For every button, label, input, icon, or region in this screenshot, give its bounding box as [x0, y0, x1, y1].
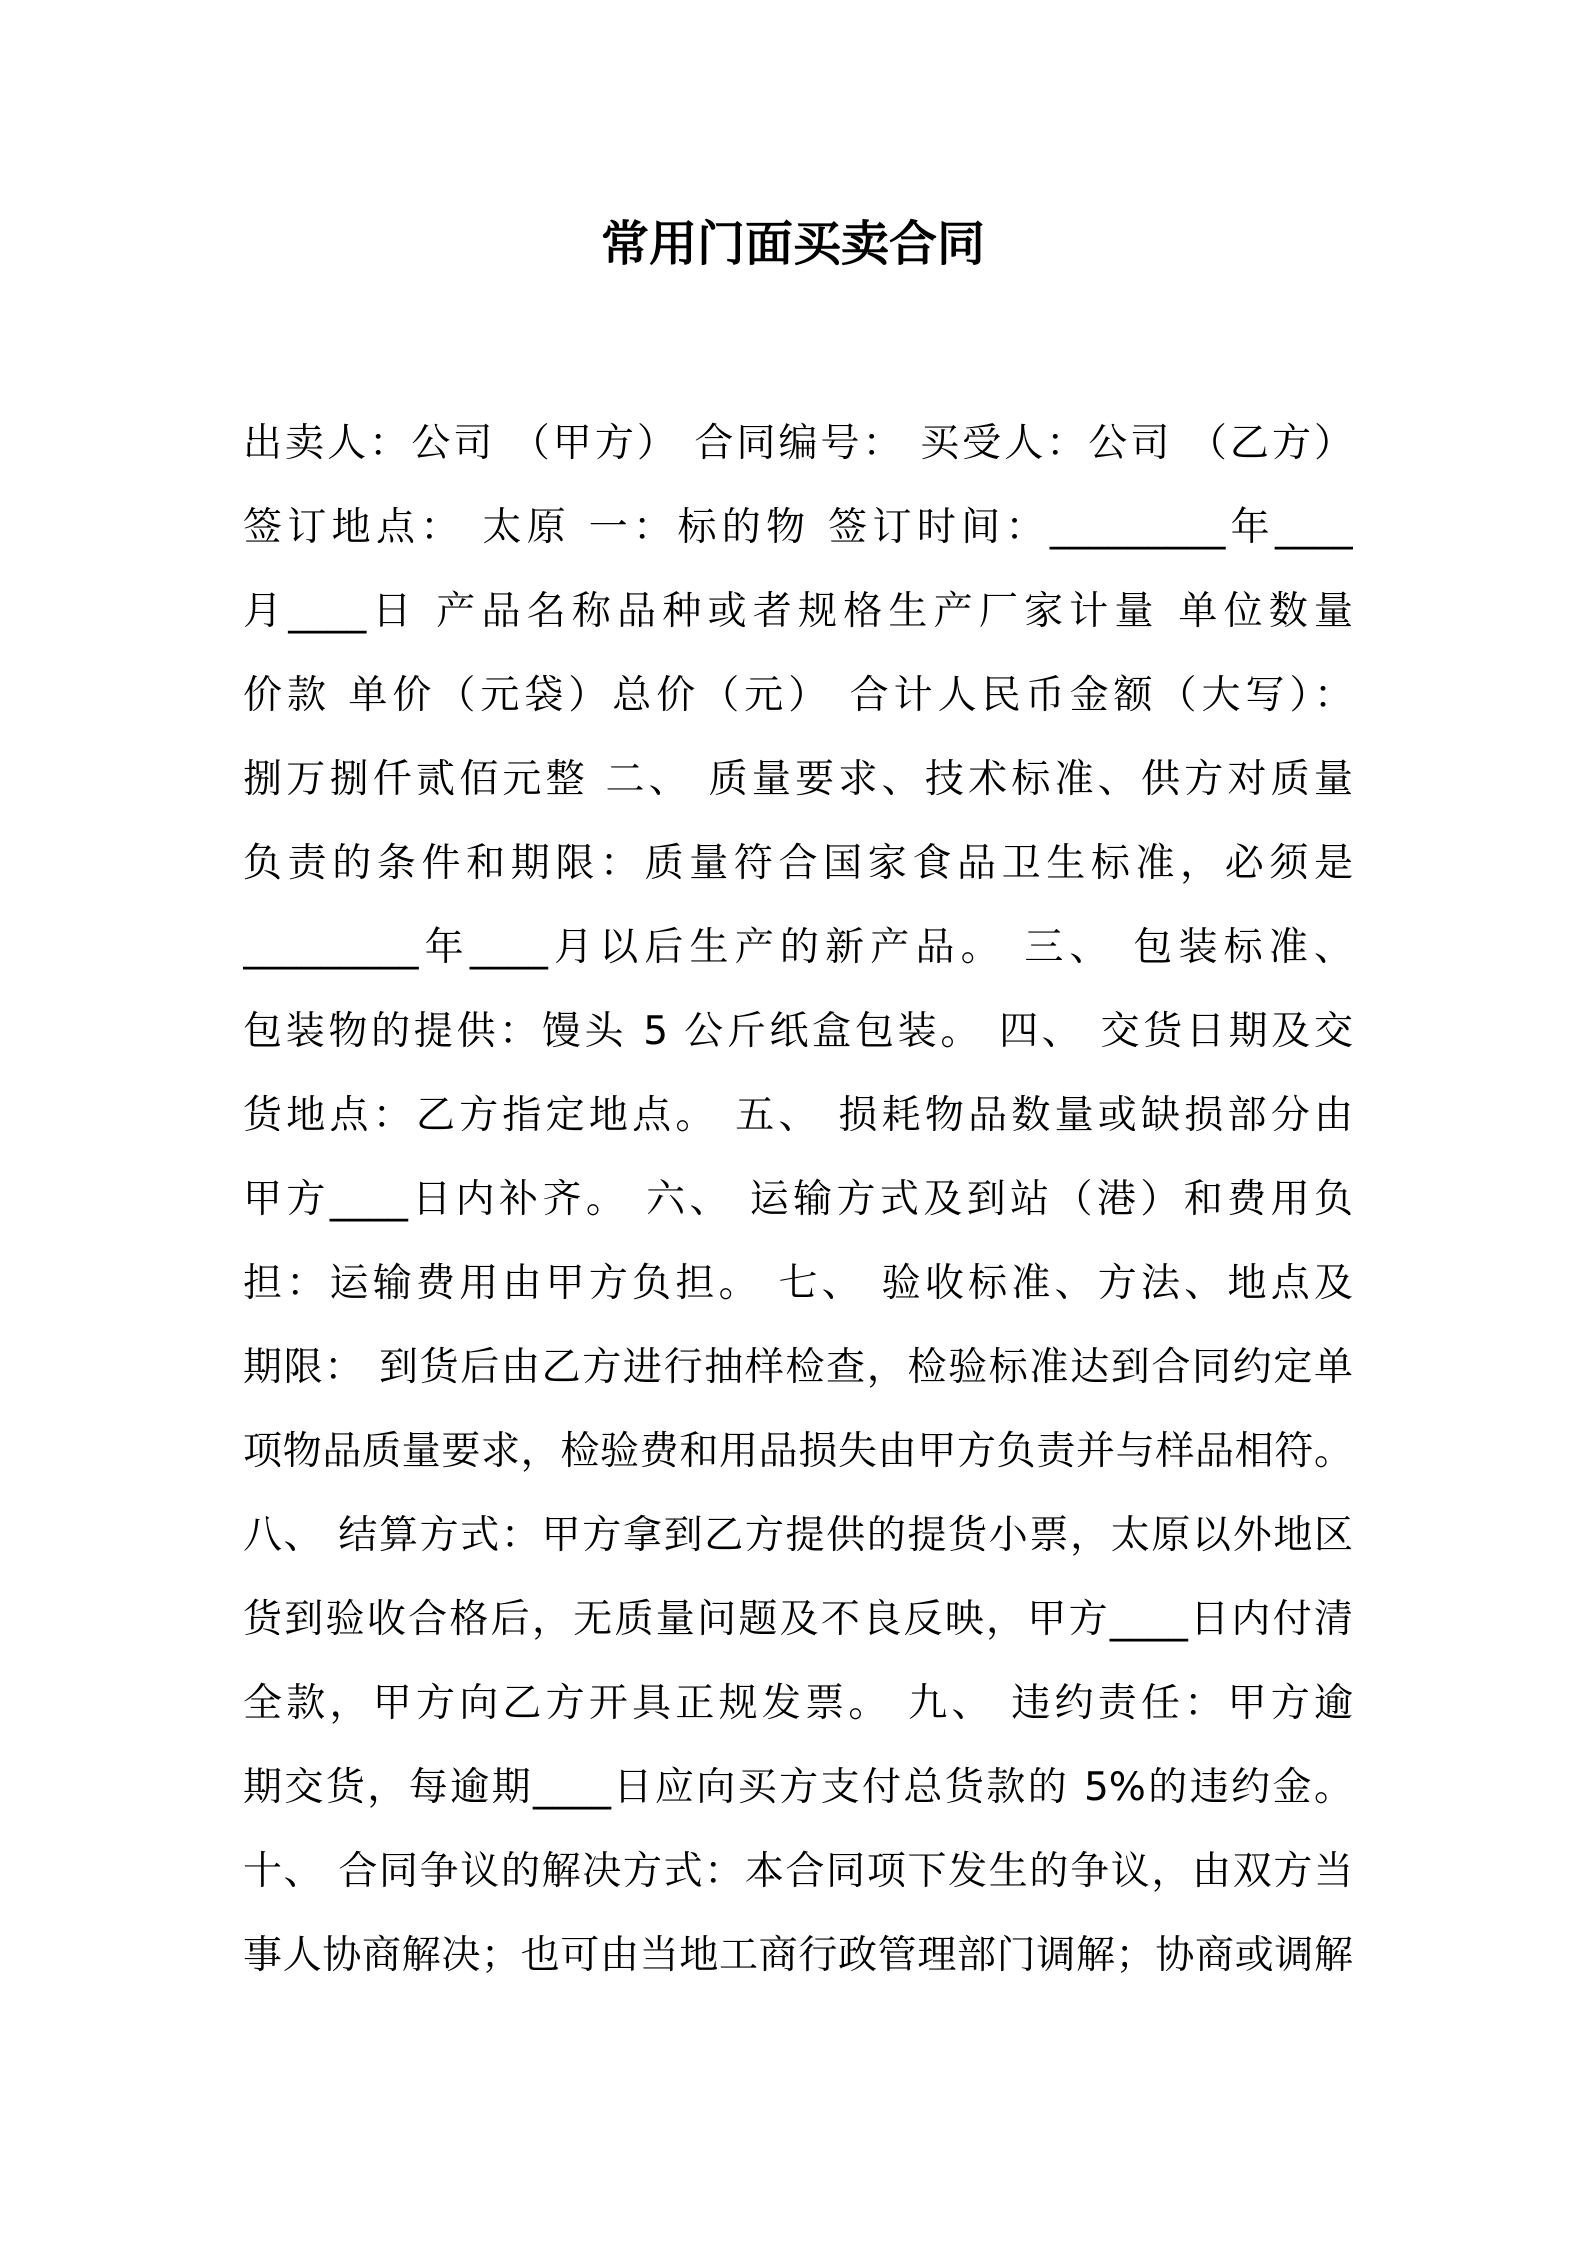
- contract-line: 甲方____日内补齐。 六、 运输方式及到站（港）和费用负: [243, 1177, 1353, 1222]
- contract-line: 包装物的提供：馒头 5 公斤纸盒包装。 四、 交货日期及交: [243, 1009, 1353, 1054]
- contract-line: 全款，甲方向乙方开具正规发票。 九、 违约责任：甲方逾: [243, 1681, 1353, 1726]
- contract-line: 项物品质量要求，检验费和用品损失由甲方负责并与样品相符。: [243, 1429, 1353, 1474]
- contract-body: [243, 402, 1353, 1998]
- contract-line: 货到验收合格后，无质量问题及不良反映，甲方____日内付清: [243, 1597, 1353, 1642]
- document-title: 常用门面买卖合同: [600, 216, 985, 272]
- contract-line: 期交货，每逾期____日应向买方支付总货款的 5%的违约金。: [243, 1765, 1353, 1810]
- contract-line: 价款 单价（元袋）总价（元） 合计人民币金额（大写）：: [243, 673, 1353, 718]
- contract-line: 担：运输费用由甲方负担。 七、 验收标准、方法、地点及: [243, 1261, 1353, 1306]
- contract-line: 出卖人：公司 （甲方） 合同编号： 买受人：公司 （乙方）: [243, 421, 1353, 466]
- contract-line: 月____日 产品名称品种或者规格生产厂家计量 单位数量: [243, 589, 1353, 634]
- contract-line: 签订地点： 太原 一：标的物 签订时间：_________年____: [243, 505, 1353, 550]
- contract-line: 期限： 到货后由乙方进行抽样检查，检验标准达到合同约定单: [243, 1345, 1353, 1390]
- contract-line: 八、 结算方式：甲方拿到乙方提供的提货小票，太原以外地区: [243, 1513, 1353, 1558]
- contract-line: 十、 合同争议的解决方式：本合同项下发生的争议，由双方当: [243, 1849, 1353, 1894]
- contract-line: _________年____月以后生产的新产品。 三、 包装标准、: [243, 925, 1353, 970]
- contract-line: 货地点：乙方指定地点。 五、 损耗物品数量或缺损部分由: [243, 1093, 1353, 1138]
- contract-line: 捌万捌仟贰佰元整 二、 质量要求、技术标准、供方对质量: [243, 757, 1353, 802]
- contract-line: 事人协商解决；也可由当地工商行政管理部门调解；协商或调解: [243, 1933, 1353, 1978]
- contract-line: 负责的条件和期限：质量符合国家食品卫生标准，必须是: [243, 841, 1353, 886]
